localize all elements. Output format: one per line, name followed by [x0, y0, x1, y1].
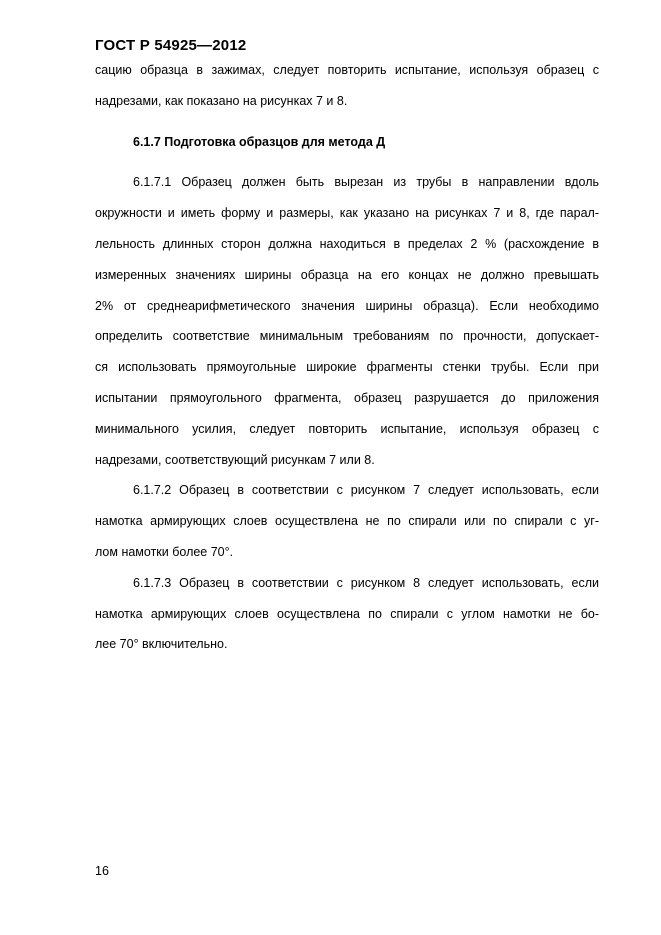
- text-line: сацию образца в зажимах, следует повторить испытание, используя образец с: [95, 63, 599, 77]
- text-line: 6.1.7.2 Образец в соответствии с рисунком 7 следует использовать, если: [133, 483, 599, 498]
- text-line: измеренных значениях ширины образца на его концах не должно превышать: [95, 267, 599, 282]
- text-line: надрезами, как показано на рисунках 7 и 8.: [95, 93, 348, 108]
- continuation-paragraph: [95, 55, 599, 117]
- text-line: намотка армирующих слоев осуществлена по спирали с углом намотки не бо-: [95, 606, 599, 621]
- standard-header: ГОСТ Р 54925—2012: [95, 37, 247, 54]
- text-line: 2% от среднеарифметического значения ширины образца). Если необходимо: [95, 298, 599, 313]
- text-line: минимального усилия, следует повторить испытание, используя образец с: [95, 421, 599, 436]
- page-number: 16: [95, 864, 109, 878]
- text-line: испытании прямоугольного фрагмента, образец разрушается до приложения: [95, 390, 599, 405]
- text-line: ся использовать прямоугольные широкие фрагменты стенки трубы. Если при: [95, 360, 599, 375]
- text-line: 6.1.7.3 Образец в соответствии с рисунком 8 следует использовать, если: [133, 575, 599, 590]
- text-line: окружности и иметь форму и размеры, как указано на рисунках 7 и 8, где парал-: [95, 206, 599, 221]
- text-line: надрезами, соответствующий рисункам 7 или 8.: [95, 452, 375, 467]
- text-line: лее 70° включительно.: [95, 637, 228, 652]
- text-line: лельность длинных сторон должна находиться в пределах 2 % (расхождение в: [95, 236, 599, 251]
- text-line: намотка армирующих слоев осуществлена не по спирали или по спирали с уг-: [95, 514, 599, 529]
- paragraph-6-1-7-2: [95, 475, 599, 567]
- section-heading: [95, 127, 599, 158]
- document-body: [95, 55, 599, 660]
- text-line: лом намотки более 70°.: [95, 544, 234, 559]
- paragraph-6-1-7-3: [95, 568, 599, 660]
- text-line: 6.1.7.1 Образец должен быть вырезан из трубы в направлении вдоль: [133, 175, 599, 190]
- section-heading-text: 6.1.7 Подготовка образцов для метода Д: [133, 134, 386, 149]
- paragraph-6-1-7-1: [95, 167, 599, 475]
- text-line: определить соответствие минимальным требованиям по прочности, допускает-: [95, 329, 599, 344]
